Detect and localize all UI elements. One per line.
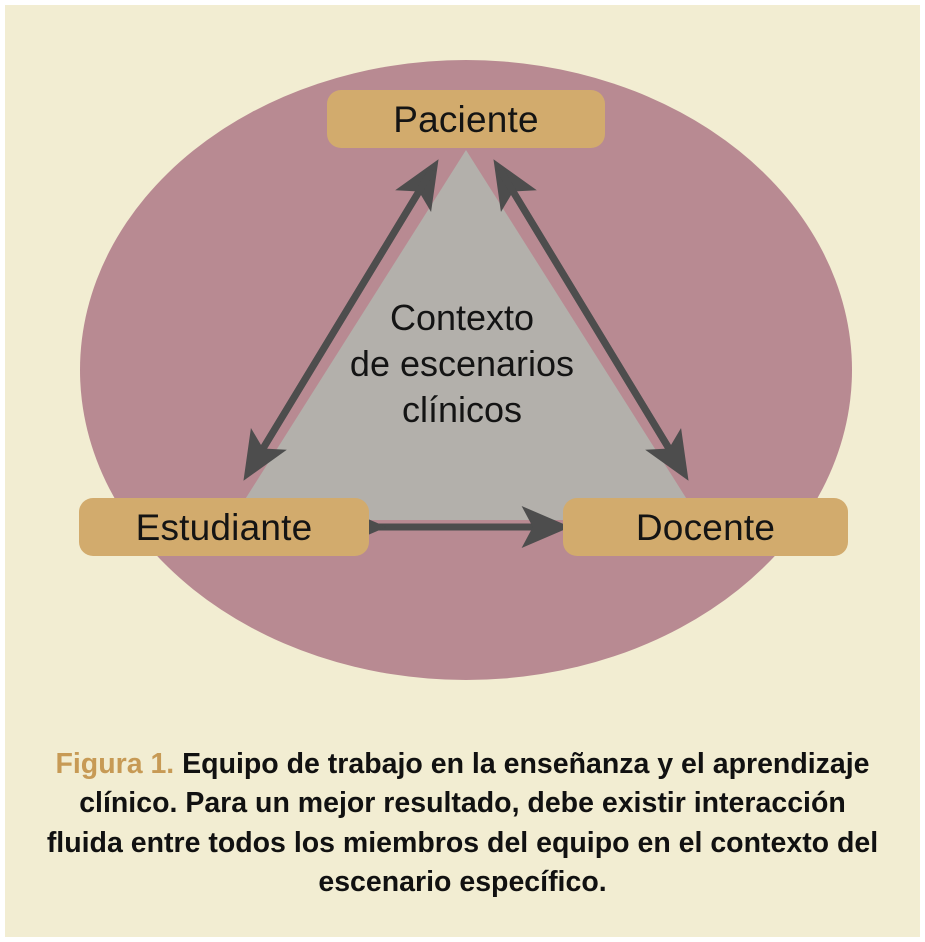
node-paciente[interactable] [327, 90, 605, 148]
node-docente[interactable] [563, 498, 848, 556]
node-estudiante-label: Estudiante [135, 506, 313, 548]
node-docente-label: Docente [635, 506, 776, 548]
center-label-line-3: clínicos [401, 389, 523, 431]
node-estudiante[interactable] [79, 498, 369, 556]
figure-caption [40, 745, 885, 902]
node-paciente-label: Paciente [393, 98, 539, 140]
center-label-line-2: de escenarios [349, 343, 575, 385]
center-label-line-1: Contexto [389, 297, 535, 338]
figure-caption-label: Figura 1. [55, 748, 175, 780]
center-label [282, 295, 642, 433]
figure-caption-text: Equipo de trabajo en la enseñanza y el aprendizaje clínico. Para un mejor resultado, debe existir interacción fluida entre todos los miembros del equipo en el contexto del escenario específico. [46, 748, 879, 898]
